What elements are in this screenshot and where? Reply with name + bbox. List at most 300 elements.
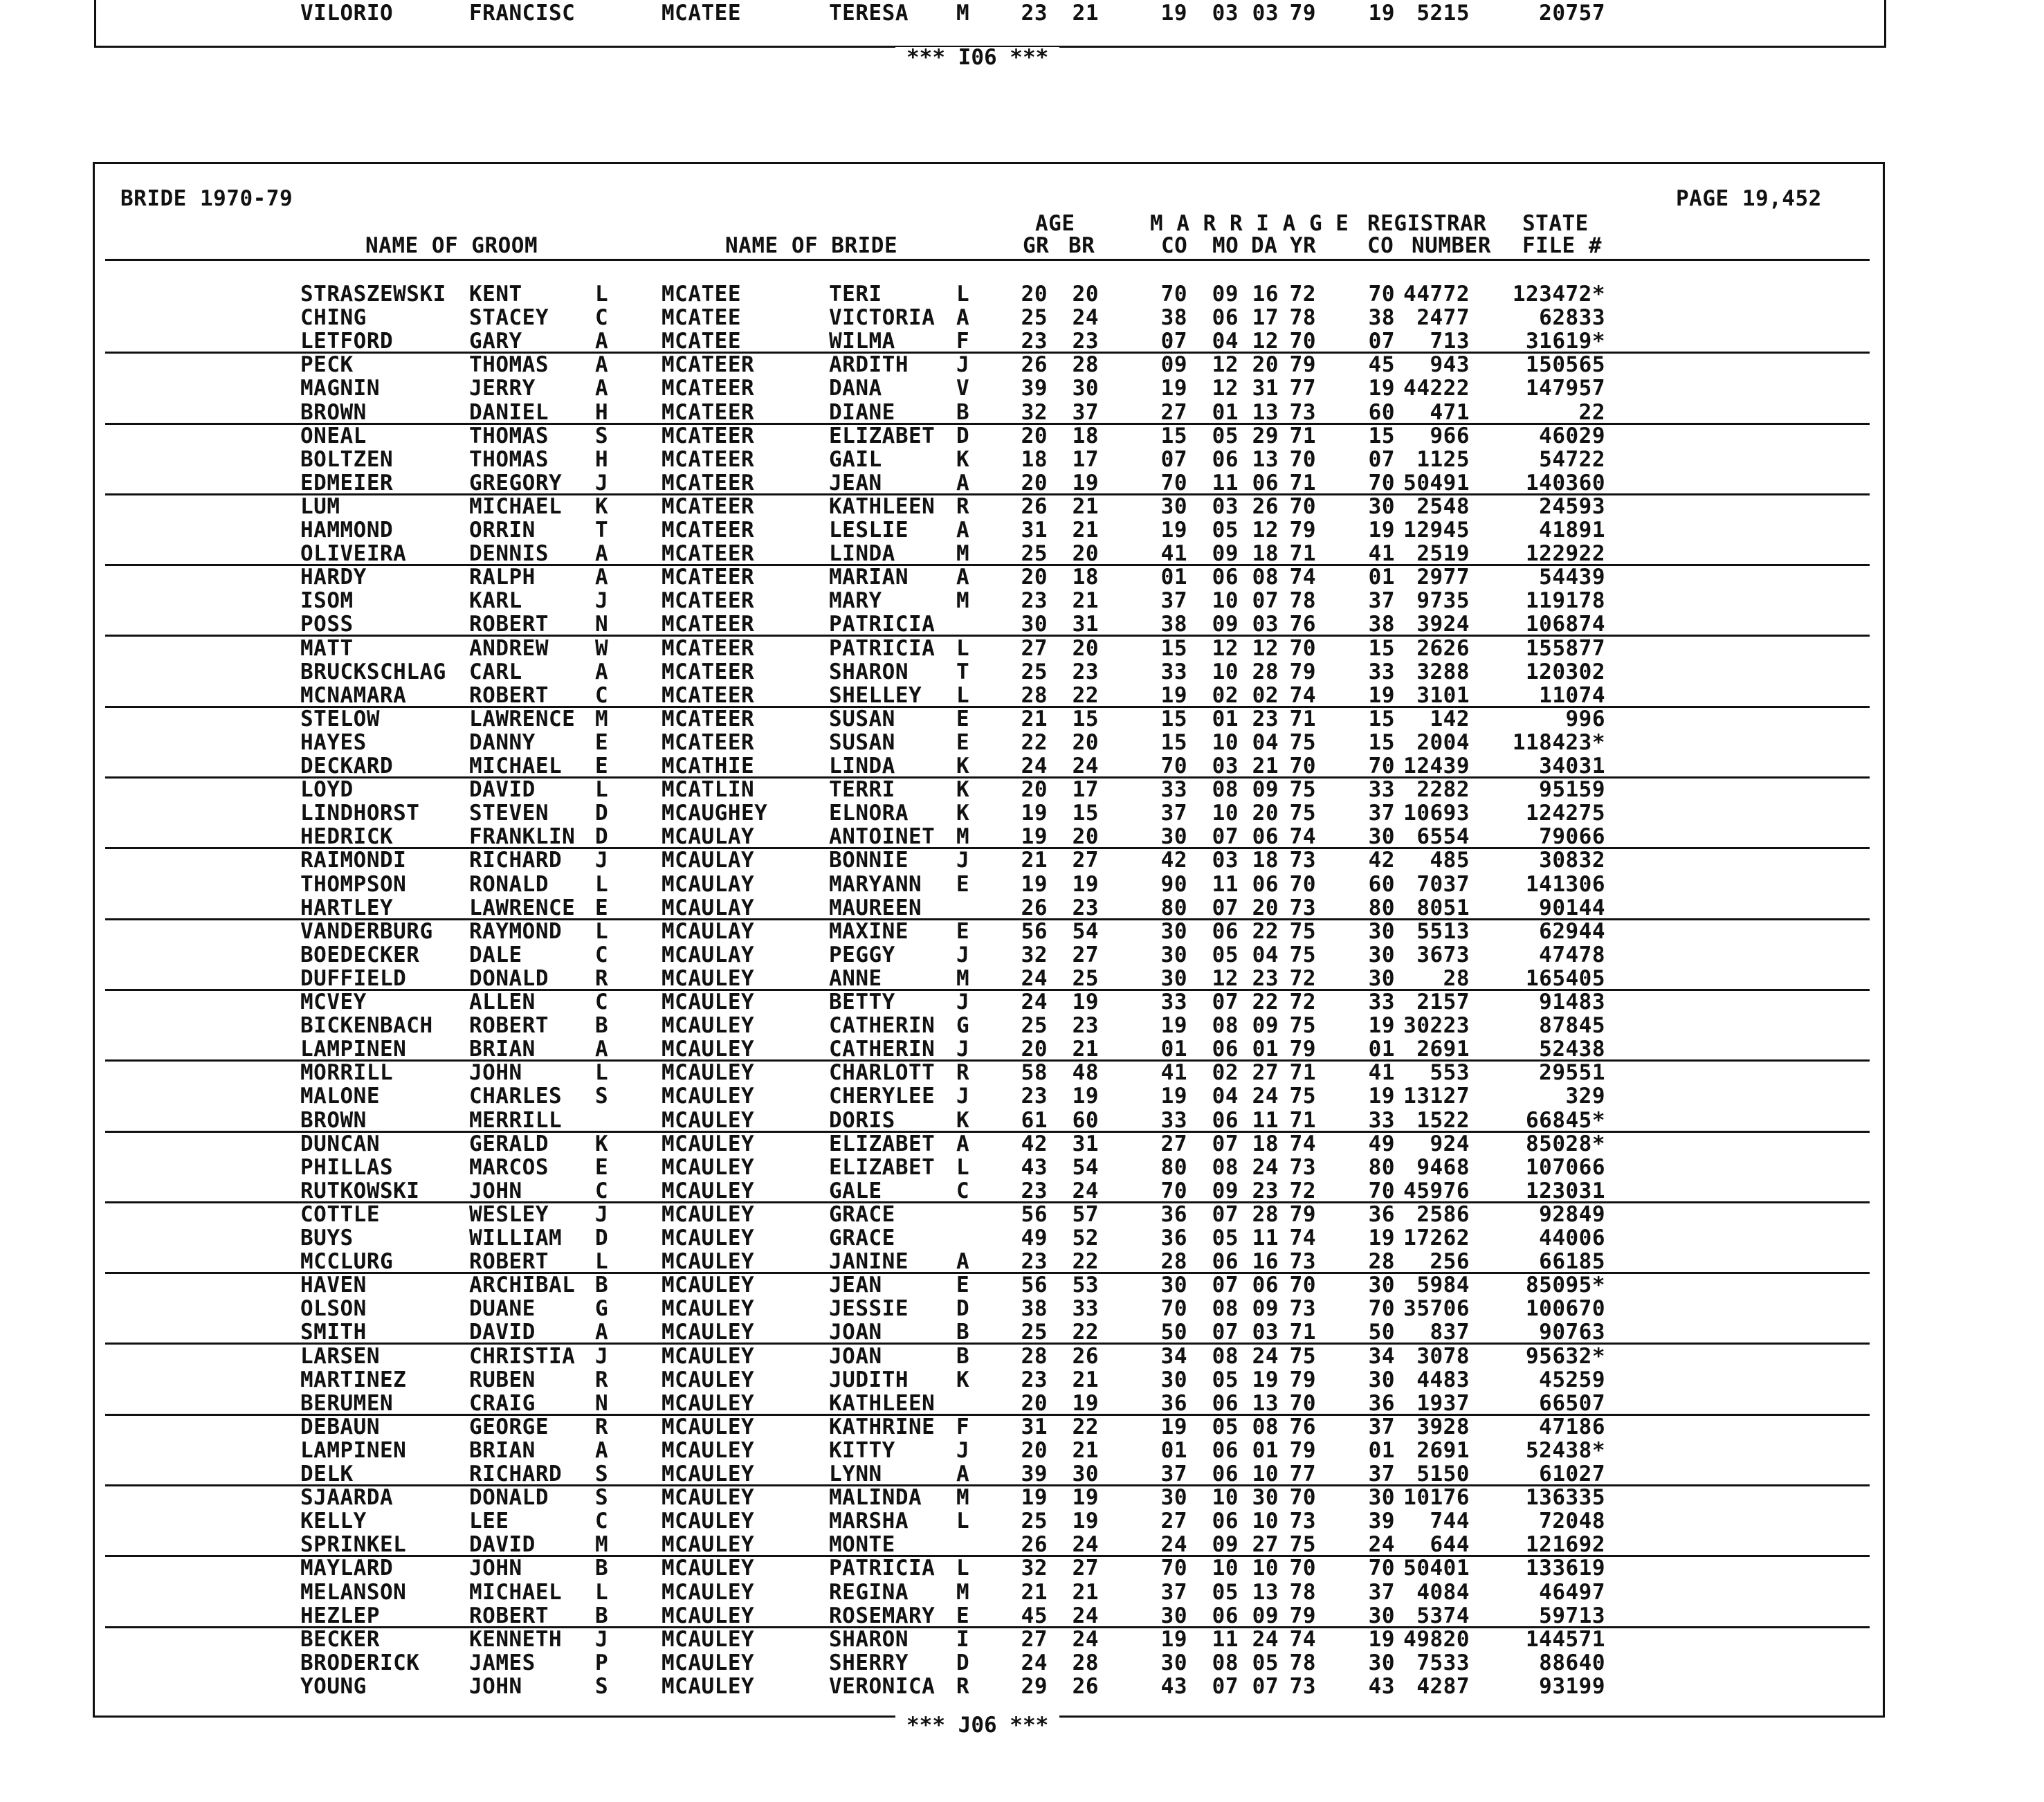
cell-marriage-mo: 01: [1212, 707, 1239, 731]
cell-state-file: 121692: [1526, 1532, 1605, 1557]
cell-registrar-co: 70: [1368, 1556, 1395, 1581]
cell-state-file: 136335: [1526, 1485, 1605, 1510]
cell-age-bride: 20: [1072, 541, 1099, 566]
cell-marriage-co: 33: [1160, 1108, 1187, 1133]
cell-marriage-co: 19: [1160, 683, 1187, 708]
cell-state-file: 95632*: [1526, 1344, 1605, 1369]
cell-groom-surname: BUYS: [300, 1226, 354, 1250]
cell-bride-initial: B: [956, 400, 970, 425]
cell-bride-initial: F: [956, 1414, 970, 1439]
cell-groom-initial: J: [595, 471, 609, 495]
cell-registrar-co: 19: [1368, 1013, 1395, 1038]
cell-marriage-da: 24: [1252, 1344, 1279, 1369]
cell-groom-surname: CHING: [300, 305, 367, 330]
cell-bride-initial: C: [956, 1178, 970, 1203]
cell-age-groom: 58: [1021, 1060, 1048, 1085]
cell-registrar-co: 37: [1368, 588, 1395, 613]
cell-marriage-yr: 77: [1289, 1462, 1316, 1486]
cell-marriage-co: 33: [1160, 990, 1187, 1014]
cell-bride-surname: MCAULAY: [661, 895, 755, 920]
cell-registrar-number: 3673: [1416, 943, 1470, 967]
cell-marriage-mo: 07: [1212, 1320, 1239, 1345]
cell-groom-initial: M: [595, 1532, 609, 1557]
cell-registrar-number: 3288: [1416, 659, 1470, 684]
cell-marriage-da: 27: [1252, 1060, 1279, 1085]
cell-groom-given: LAWRENCE: [469, 895, 576, 920]
cell-registrar-number: 35706: [1403, 1296, 1470, 1321]
cell-age-groom: 30: [1021, 612, 1048, 637]
cell-state-file: 79066: [1539, 824, 1605, 849]
cell-groom-initial: L: [595, 1580, 609, 1605]
cell-marriage-da: 04: [1252, 730, 1279, 755]
cell-marriage-yr: 70: [1289, 1391, 1316, 1416]
cell-bride-initial: M: [956, 541, 970, 566]
cell-marriage-co: 50: [1160, 1320, 1187, 1345]
cell-state-file: 141306: [1526, 872, 1605, 897]
cell-state-file: 106874: [1526, 612, 1605, 637]
cell-bride-given: MAXINE: [829, 919, 909, 944]
cell-state-file: 123472*: [1512, 282, 1605, 307]
cell-bride-surname: MCATEE: [661, 305, 741, 330]
cell-bride-surname: MCAULEY: [661, 1438, 755, 1463]
cell-marriage-da: 31: [1252, 376, 1279, 401]
cell-age-groom: 38: [1021, 1296, 1048, 1321]
cell-marriage-co: 70: [1160, 471, 1187, 495]
cell-marriage-co: 19: [1160, 1, 1187, 26]
cell-registrar-number: 5215: [1416, 1, 1470, 26]
cell-marriage-co: 70: [1160, 1296, 1187, 1321]
cell-bride-initial: E: [956, 919, 970, 944]
cell-bride-given: CATHERIN: [829, 1037, 936, 1062]
cell-registrar-number: 5984: [1416, 1273, 1470, 1298]
cell-state-file: 118423*: [1512, 730, 1605, 755]
cell-age-bride: 21: [1072, 1367, 1099, 1392]
cell-groom-given: LEE: [469, 1509, 509, 1533]
cell-marriage-yr: 79: [1289, 659, 1316, 684]
cell-marriage-yr: 73: [1289, 1249, 1316, 1274]
cell-groom-surname: BOEDECKER: [300, 943, 420, 967]
cell-groom-surname: MARTINEZ: [300, 1367, 407, 1392]
cell-marriage-co: 80: [1160, 1155, 1187, 1180]
cell-groom-surname: OLIVEIRA: [300, 541, 407, 566]
cell-age-groom: 20: [1021, 1391, 1048, 1416]
cell-registrar-number: 49820: [1403, 1627, 1470, 1652]
cell-age-bride: 28: [1072, 1650, 1099, 1675]
cell-groom-surname: RAIMONDI: [300, 848, 407, 873]
cell-groom-given: BRIAN: [469, 1037, 536, 1062]
cell-age-bride: 22: [1072, 683, 1099, 708]
cell-marriage-da: 29: [1252, 424, 1279, 448]
cell-groom-given: ROBERT: [469, 1249, 549, 1274]
cell-marriage-yr: 79: [1289, 1367, 1316, 1392]
cell-marriage-yr: 70: [1289, 636, 1316, 661]
cell-marriage-co: 15: [1160, 424, 1187, 448]
cell-groom-surname: MCNAMARA: [300, 683, 407, 708]
cell-bride-surname: MCAULEY: [661, 1627, 755, 1652]
cell-registrar-number: 1522: [1416, 1108, 1470, 1133]
cell-state-file: 22: [1578, 400, 1605, 425]
cell-registrar-number: 3101: [1416, 683, 1470, 708]
cell-age-groom: 31: [1021, 1414, 1048, 1439]
cell-groom-given: CHARLES: [469, 1084, 563, 1109]
cell-state-file: 52438: [1539, 1037, 1605, 1062]
cell-bride-surname: MCAULEY: [661, 1296, 755, 1321]
cell-marriage-co: 27: [1160, 400, 1187, 425]
cell-groom-given: DAVID: [469, 1532, 536, 1557]
cell-marriage-da: 21: [1252, 754, 1279, 779]
cell-marriage-da: 09: [1252, 1296, 1279, 1321]
cell-registrar-co: 36: [1368, 1202, 1395, 1227]
cell-registrar-co: 15: [1368, 636, 1395, 661]
header-marriage-co: CO: [1161, 233, 1188, 258]
cell-bride-given: LYNN: [829, 1462, 882, 1486]
cell-groom-surname: HAMMOND: [300, 518, 394, 543]
cell-state-file: 44006: [1539, 1226, 1605, 1250]
cell-bride-given: VERONICA: [829, 1674, 936, 1699]
cell-marriage-mo: 12: [1212, 352, 1239, 377]
cell-age-bride: 19: [1072, 990, 1099, 1014]
cell-registrar-number: 2977: [1416, 565, 1470, 590]
cell-registrar-co: 30: [1368, 1273, 1395, 1298]
cell-bride-given: CATHERIN: [829, 1013, 936, 1038]
cell-bride-given: SUSAN: [829, 730, 895, 755]
cell-marriage-da: 03: [1252, 1, 1279, 26]
cell-bride-given: TERI: [829, 282, 882, 307]
cell-marriage-co: 70: [1160, 1178, 1187, 1203]
cell-age-bride: 21: [1072, 1438, 1099, 1463]
cell-groom-initial: R: [595, 1414, 609, 1439]
cell-marriage-da: 24: [1252, 1084, 1279, 1109]
cell-marriage-da: 18: [1252, 848, 1279, 873]
cell-marriage-mo: 10: [1212, 730, 1239, 755]
cell-groom-initial: D: [595, 1226, 609, 1250]
cell-marriage-mo: 06: [1212, 1249, 1239, 1274]
cell-groom-given: ORRIN: [469, 518, 536, 543]
cell-bride-given: CHERYLEE: [829, 1084, 936, 1109]
cell-marriage-yr: 78: [1289, 1650, 1316, 1675]
cell-groom-surname: LARSEN: [300, 1344, 380, 1369]
cell-registrar-number: 644: [1430, 1532, 1470, 1557]
cell-marriage-mo: 05: [1212, 1226, 1239, 1250]
cell-bride-given: GRACE: [829, 1202, 895, 1227]
cell-bride-initial: K: [956, 1108, 970, 1133]
cell-bride-initial: G: [956, 1013, 970, 1038]
cell-bride-surname: MCAULEY: [661, 1155, 755, 1180]
previous-block-footer: *** I06 ***: [895, 47, 1059, 69]
cell-registrar-co: 70: [1368, 754, 1395, 779]
cell-registrar-co: 41: [1368, 541, 1395, 566]
cell-registrar-number: 2004: [1416, 730, 1470, 755]
cell-marriage-mo: 04: [1212, 1084, 1239, 1109]
cell-groom-initial: J: [595, 1344, 609, 1369]
cell-groom-surname: DEBAUN: [300, 1414, 380, 1439]
cell-marriage-da: 09: [1252, 777, 1279, 802]
cell-groom-initial: J: [595, 848, 609, 873]
cell-age-bride: 52: [1072, 1226, 1099, 1250]
cell-age-groom: 20: [1021, 565, 1048, 590]
cell-marriage-da: 26: [1252, 494, 1279, 519]
cell-groom-initial: K: [595, 1131, 609, 1156]
cell-age-groom: 28: [1021, 1344, 1048, 1369]
cell-bride-given: MARY: [829, 588, 882, 613]
cell-marriage-mo: 06: [1212, 919, 1239, 944]
cell-groom-initial: A: [595, 1438, 609, 1463]
cell-groom-initial: H: [595, 447, 609, 472]
cell-marriage-yr: 75: [1289, 1084, 1316, 1109]
cell-age-groom: 39: [1021, 376, 1048, 401]
cell-groom-given: JOHN: [469, 1060, 522, 1085]
cell-groom-given: CARL: [469, 659, 522, 684]
cell-bride-initial: E: [956, 707, 970, 731]
cell-registrar-number: 12439: [1403, 754, 1470, 779]
cell-state-file: 62833: [1539, 305, 1605, 330]
cell-marriage-mo: 06: [1212, 1108, 1239, 1133]
cell-marriage-mo: 12: [1212, 966, 1239, 991]
cell-state-file: 124275: [1526, 801, 1605, 826]
cell-registrar-number: 2626: [1416, 636, 1470, 661]
cell-marriage-mo: 04: [1212, 329, 1239, 354]
cell-registrar-co: 70: [1368, 282, 1395, 307]
cell-marriage-mo: 10: [1212, 1485, 1239, 1510]
cell-registrar-co: 60: [1368, 400, 1395, 425]
cell-groom-surname: BERUMEN: [300, 1391, 394, 1416]
cell-registrar-number: 9735: [1416, 588, 1470, 613]
cell-age-bride: 24: [1072, 1603, 1099, 1628]
cell-marriage-da: 19: [1252, 1367, 1279, 1392]
cell-registrar-co: 15: [1368, 424, 1395, 448]
cell-marriage-yr: 70: [1289, 447, 1316, 472]
cell-marriage-co: 33: [1160, 777, 1187, 802]
cell-marriage-yr: 73: [1289, 1155, 1316, 1180]
cell-marriage-da: 06: [1252, 872, 1279, 897]
cell-groom-given: JERRY: [469, 376, 536, 401]
cell-state-file: 133619: [1526, 1556, 1605, 1581]
cell-groom-initial: H: [595, 400, 609, 425]
cell-age-bride: 20: [1072, 282, 1099, 307]
cell-age-bride: 19: [1072, 872, 1099, 897]
cell-bride-given: JUDITH: [829, 1367, 909, 1392]
cell-marriage-mo: 08: [1212, 1296, 1239, 1321]
cell-registrar-co: 41: [1368, 1060, 1395, 1085]
cell-bride-initial: B: [956, 1320, 970, 1345]
cell-age-bride: 17: [1072, 777, 1099, 802]
cell-bride-surname: MCAULEY: [661, 1108, 755, 1133]
cell-registrar-co: 36: [1368, 1391, 1395, 1416]
cell-groom-surname: LETFORD: [300, 329, 394, 354]
cell-marriage-da: 18: [1252, 1131, 1279, 1156]
cell-bride-initial: K: [956, 1367, 970, 1392]
cell-age-groom: 23: [1021, 1367, 1048, 1392]
cell-bride-initial: M: [956, 1, 970, 26]
cell-groom-given: THOMAS: [469, 447, 549, 472]
cell-bride-given: JANINE: [829, 1249, 909, 1274]
cell-registrar-number: 5374: [1416, 1603, 1470, 1628]
cell-marriage-mo: 08: [1212, 1344, 1239, 1369]
cell-groom-initial: E: [595, 754, 609, 779]
cell-age-bride: 22: [1072, 1249, 1099, 1274]
cell-bride-surname: MCAULEY: [661, 1131, 755, 1156]
cell-marriage-co: 36: [1160, 1202, 1187, 1227]
cell-age-bride: 15: [1072, 707, 1099, 731]
cell-age-bride: 27: [1072, 943, 1099, 967]
cell-marriage-da: 20: [1252, 801, 1279, 826]
cell-registrar-number: 471: [1430, 400, 1470, 425]
cell-marriage-co: 30: [1160, 1367, 1187, 1392]
cell-marriage-mo: 06: [1212, 305, 1239, 330]
cell-age-bride: 21: [1072, 494, 1099, 519]
cell-bride-surname: MCAULEY: [661, 1462, 755, 1486]
cell-age-bride: 15: [1072, 801, 1099, 826]
cell-groom-initial: C: [595, 1509, 609, 1533]
cell-age-groom: 20: [1021, 777, 1048, 802]
cell-marriage-co: 30: [1160, 919, 1187, 944]
cell-marriage-mo: 02: [1212, 683, 1239, 708]
cell-marriage-da: 08: [1252, 1414, 1279, 1439]
cell-registrar-co: 19: [1368, 518, 1395, 543]
cell-bride-surname: MCAULEY: [661, 1674, 755, 1699]
cell-registrar-number: 744: [1430, 1509, 1470, 1533]
cell-registrar-co: 01: [1368, 1037, 1395, 1062]
cell-bride-surname: MCAULEY: [661, 1202, 755, 1227]
cell-marriage-yr: 71: [1289, 1108, 1316, 1133]
cell-groom-surname: HEZLEP: [300, 1603, 380, 1628]
cell-bride-surname: MCATEER: [661, 447, 755, 472]
cell-age-bride: 20: [1072, 636, 1099, 661]
cell-age-bride: 24: [1072, 1532, 1099, 1557]
cell-state-file: 147957: [1526, 376, 1605, 401]
cell-groom-surname: MCVEY: [300, 990, 367, 1014]
cell-groom-initial: C: [595, 990, 609, 1014]
cell-groom-initial: A: [595, 329, 609, 354]
cell-groom-given: RUBEN: [469, 1367, 536, 1392]
cell-marriage-mo: 06: [1212, 1462, 1239, 1486]
cell-registrar-co: 01: [1368, 1438, 1395, 1463]
cell-groom-given: THOMAS: [469, 424, 549, 448]
cell-bride-initial: A: [956, 1249, 970, 1274]
cell-bride-initial: K: [956, 447, 970, 472]
cell-age-bride: 21: [1072, 588, 1099, 613]
cell-registrar-number: 50491: [1403, 471, 1470, 495]
cell-state-file: 329: [1565, 1084, 1605, 1109]
cell-marriage-yr: 79: [1289, 1037, 1316, 1062]
cell-registrar-number: 50401: [1403, 1556, 1470, 1581]
cell-bride-initial: A: [956, 518, 970, 543]
cell-registrar-co: 07: [1368, 447, 1395, 472]
cell-state-file: 107066: [1526, 1155, 1605, 1180]
cell-groom-surname: STRASZEWSKI: [300, 282, 446, 307]
cell-age-groom: 23: [1021, 1084, 1048, 1109]
cell-age-bride: 27: [1072, 848, 1099, 873]
cell-registrar-number: 3928: [1416, 1414, 1470, 1439]
cell-marriage-co: 30: [1160, 494, 1187, 519]
cell-registrar-number: 2157: [1416, 990, 1470, 1014]
cell-state-file: 46029: [1539, 424, 1605, 448]
cell-bride-surname: MCATEER: [661, 636, 755, 661]
cell-marriage-mo: 09: [1212, 541, 1239, 566]
cell-groom-given: MERRILL: [469, 1108, 563, 1133]
cell-registrar-number: 485: [1430, 848, 1470, 873]
cell-marriage-da: 12: [1252, 329, 1279, 354]
cell-registrar-co: 39: [1368, 1509, 1395, 1533]
cell-registrar-number: 5150: [1416, 1462, 1470, 1486]
cell-groom-surname: BRODERICK: [300, 1650, 420, 1675]
cell-groom-given: DANNY: [469, 730, 536, 755]
cell-marriage-co: 80: [1160, 895, 1187, 920]
cell-age-groom: 20: [1021, 1438, 1048, 1463]
cell-marriage-co: 41: [1160, 541, 1187, 566]
cell-groom-surname: DUFFIELD: [300, 966, 407, 991]
cell-age-bride: 19: [1072, 1391, 1099, 1416]
cell-marriage-da: 06: [1252, 471, 1279, 495]
cell-bride-given: ANTOINET: [829, 824, 936, 849]
cell-age-groom: 56: [1021, 1202, 1048, 1227]
cell-registrar-co: 60: [1368, 872, 1395, 897]
cell-marriage-mo: 07: [1212, 1674, 1239, 1699]
cell-marriage-co: 43: [1160, 1674, 1187, 1699]
cell-groom-given: ROBERT: [469, 612, 549, 637]
cell-age-groom: 21: [1021, 1580, 1048, 1605]
cell-bride-initial: A: [956, 305, 970, 330]
cell-bride-surname: MCAULEY: [661, 1344, 755, 1369]
cell-groom-given: DENNIS: [469, 541, 549, 566]
cell-marriage-da: 13: [1252, 400, 1279, 425]
cell-groom-given: RICHARD: [469, 1462, 563, 1486]
cell-marriage-da: 05: [1252, 1650, 1279, 1675]
cell-marriage-mo: 01: [1212, 400, 1239, 425]
cell-bride-initial: L: [956, 683, 970, 708]
cell-age-groom: 25: [1021, 659, 1048, 684]
cell-marriage-da: 02: [1252, 683, 1279, 708]
cell-marriage-mo: 07: [1212, 824, 1239, 849]
cell-bride-surname: MCAULEY: [661, 1580, 755, 1605]
cell-state-file: 31619*: [1526, 329, 1605, 354]
cell-registrar-co: 33: [1368, 990, 1395, 1014]
cell-groom-given: DONALD: [469, 1485, 549, 1510]
cell-age-groom: 23: [1021, 1, 1048, 26]
cell-marriage-yr: 79: [1289, 1202, 1316, 1227]
cell-bride-given: PATRICIA: [829, 636, 936, 661]
cell-marriage-mo: 06: [1212, 565, 1239, 590]
cell-groom-given: KENNETH: [469, 1627, 563, 1652]
cell-marriage-mo: 07: [1212, 990, 1239, 1014]
cell-age-bride: 20: [1072, 824, 1099, 849]
cell-marriage-yr: 70: [1289, 1485, 1316, 1510]
cell-groom-initial: N: [595, 612, 609, 637]
cell-age-groom: 27: [1021, 636, 1048, 661]
cell-age-bride: 20: [1072, 730, 1099, 755]
cell-groom-given: JAMES: [469, 1650, 536, 1675]
cell-marriage-mo: 07: [1212, 895, 1239, 920]
cell-registrar-co: 33: [1368, 777, 1395, 802]
cell-bride-given: PATRICIA: [829, 1556, 936, 1581]
cell-groom-surname: ISOM: [300, 588, 354, 613]
cell-registrar-co: 30: [1368, 1485, 1395, 1510]
cell-marriage-da: 18: [1252, 541, 1279, 566]
cell-age-groom: 24: [1021, 754, 1048, 779]
cell-groom-surname: LUM: [300, 494, 340, 519]
cell-registrar-number: 12945: [1403, 518, 1470, 543]
cell-state-file: 11074: [1539, 683, 1605, 708]
cell-registrar-number: 2282: [1416, 777, 1470, 802]
cell-registrar-co: 30: [1368, 1650, 1395, 1675]
cell-registrar-co: 28: [1368, 1249, 1395, 1274]
cell-state-file: 91483: [1539, 990, 1605, 1014]
cell-bride-given: BETTY: [829, 990, 895, 1014]
cell-groom-initial: D: [595, 801, 609, 826]
cell-bride-given: VICTORIA: [829, 305, 936, 330]
cell-bride-given: TERRI: [829, 777, 895, 802]
cell-groom-surname: MALONE: [300, 1084, 380, 1109]
